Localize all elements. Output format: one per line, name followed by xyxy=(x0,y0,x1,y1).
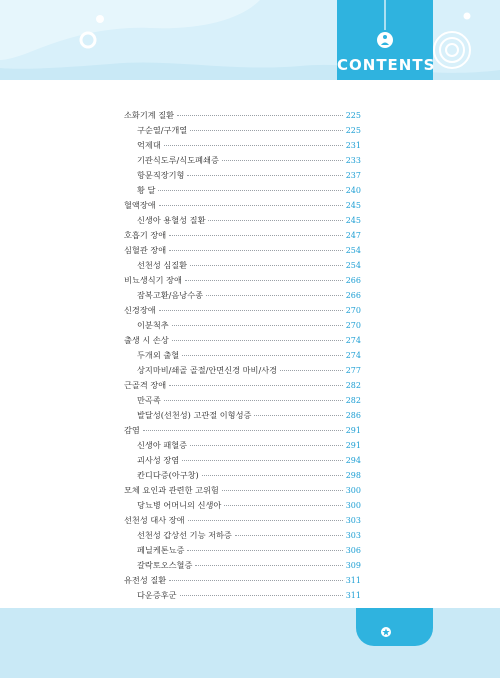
dot-leader xyxy=(187,175,342,176)
toc-subentry[interactable] xyxy=(124,155,361,170)
toc-entry[interactable] xyxy=(124,275,361,290)
dot-leader xyxy=(224,505,342,506)
dot-leader xyxy=(190,265,343,266)
toc-page-number: 309 xyxy=(345,561,361,570)
footer-tab xyxy=(356,608,433,646)
contents-tab xyxy=(337,0,436,80)
toc-subentry[interactable] xyxy=(124,320,361,335)
toc-page-number: 225 xyxy=(345,126,361,135)
toc-subentry[interactable] xyxy=(124,500,361,515)
dot-leader xyxy=(235,535,343,536)
toc-entry-title: 모체 요인과 관련한 고위험 xyxy=(124,485,219,495)
toc-subentry[interactable] xyxy=(124,185,361,200)
dot-leader xyxy=(190,130,343,131)
toc-page-number: 266 xyxy=(345,276,361,285)
toc-entry-title: 억제대 xyxy=(137,140,161,150)
toc-page-number: 282 xyxy=(345,396,361,405)
toc-page-number: 298 xyxy=(345,471,361,480)
toc-page-number: 245 xyxy=(345,201,361,210)
contents-title: CONTENTS xyxy=(337,56,436,74)
toc-page-number: 300 xyxy=(345,486,361,495)
toc-entry-title: 신경장애 xyxy=(124,305,156,315)
star-icon xyxy=(381,627,391,637)
toc-entry-title: 당뇨병 어머니의 신생아 xyxy=(137,500,222,510)
toc-entry-title: 갈락토오스혈증 xyxy=(137,560,193,570)
bubble-icon xyxy=(94,10,106,29)
toc-subentry[interactable] xyxy=(124,395,361,410)
dot-leader xyxy=(159,205,343,206)
dot-leader xyxy=(169,580,343,581)
toc-entry-title: 선천성 대사 장애 xyxy=(124,515,185,525)
toc-entry-title: 잠복고환/음낭수종 xyxy=(137,290,204,300)
dot-leader xyxy=(182,460,343,461)
toc-entry-title: 근골격 장애 xyxy=(124,380,167,390)
toc-entry-title: 항문직장기형 xyxy=(137,170,185,180)
toc-subentry[interactable] xyxy=(124,590,361,605)
dot-leader xyxy=(208,220,342,221)
dot-leader xyxy=(254,415,342,416)
dot-leader xyxy=(187,550,342,551)
toc-subentry[interactable] xyxy=(124,470,361,485)
toc-entry-title: 두개외 출혈 xyxy=(137,350,180,360)
dot-leader xyxy=(190,445,343,446)
toc-entry-title: 호흡기 장애 xyxy=(124,230,167,240)
toc-list xyxy=(124,110,361,605)
toc-subentry[interactable] xyxy=(124,455,361,470)
toc-entry-title: 감염 xyxy=(124,425,140,435)
toc-page-number: 254 xyxy=(345,261,361,270)
dot-leader xyxy=(222,160,343,161)
toc-page-number: 266 xyxy=(345,291,361,300)
toc-entry-title: 페닐케톤뇨증 xyxy=(137,545,185,555)
toc-entry[interactable] xyxy=(124,245,361,260)
toc-page-number: 303 xyxy=(345,531,361,540)
toc-subentry[interactable] xyxy=(124,350,361,365)
person-icon xyxy=(375,0,395,56)
toc-entry[interactable] xyxy=(124,305,361,320)
dot-leader xyxy=(158,190,342,191)
toc-entry-title: 선천성 심질환 xyxy=(137,260,188,270)
dot-leader xyxy=(172,340,343,341)
toc-entry-title: 상지마비/쇄골 골절/안면신경 마비/사경 xyxy=(137,365,278,375)
dot-leader xyxy=(164,145,343,146)
dot-leader xyxy=(169,235,343,236)
toc-entry-title: 출생 시 손상 xyxy=(124,335,169,345)
toc-entry[interactable] xyxy=(124,230,361,245)
toc-entry-title: 괴사성 장염 xyxy=(137,455,180,465)
toc-page-number: 247 xyxy=(345,231,361,240)
toc-subentry[interactable] xyxy=(124,215,361,230)
dot-leader xyxy=(177,115,343,116)
dot-leader xyxy=(143,430,343,431)
toc-page-number: 274 xyxy=(345,351,361,360)
toc-entry[interactable] xyxy=(124,110,361,125)
toc-entry[interactable] xyxy=(124,380,361,395)
toc-subentry[interactable] xyxy=(124,440,361,455)
toc-subentry[interactable] xyxy=(124,410,361,425)
toc-entry-title: 발달성(선천성) 고관절 이형성증 xyxy=(137,410,252,420)
toc-entry-title: 신생아 용혈성 질환 xyxy=(137,215,206,225)
toc-entry-title: 기관식도루/식도폐쇄증 xyxy=(137,155,219,165)
toc-entry-title: 구순열/구개열 xyxy=(137,125,188,135)
toc-entry-title: 이분척추 xyxy=(137,320,169,330)
toc-subentry[interactable] xyxy=(124,170,361,185)
toc-page-number: 270 xyxy=(345,306,361,315)
dot-leader xyxy=(202,475,343,476)
toc-page-number: 303 xyxy=(345,516,361,525)
toc-page-number: 254 xyxy=(345,246,361,255)
toc-page-number: 291 xyxy=(345,426,361,435)
dot-leader xyxy=(169,250,343,251)
toc-page-number: 233 xyxy=(345,156,361,165)
toc-page-number: 300 xyxy=(345,501,361,510)
toc-entry[interactable] xyxy=(124,425,361,440)
toc-entry[interactable] xyxy=(124,515,361,530)
toc-entry-title: 유전성 질환 xyxy=(124,575,167,585)
toc-subentry[interactable] xyxy=(124,530,361,545)
toc-page-number: 240 xyxy=(345,186,361,195)
dot-leader xyxy=(206,295,343,296)
toc-subentry[interactable] xyxy=(124,545,361,560)
toc-entry-title: 혈액장애 xyxy=(124,200,156,210)
dot-leader xyxy=(185,280,343,281)
toc-page-number: 225 xyxy=(345,111,361,120)
bubble-icon xyxy=(462,6,472,25)
toc-page-number: 311 xyxy=(345,591,361,600)
concentric-rings-icon xyxy=(430,28,474,76)
toc-entry-title: 신생아 패혈증 xyxy=(137,440,188,450)
toc-page-number: 231 xyxy=(345,141,361,150)
toc-page-number: 270 xyxy=(345,321,361,330)
toc-page-number: 245 xyxy=(345,216,361,225)
toc-page-number: 282 xyxy=(345,381,361,390)
dot-leader xyxy=(188,520,343,521)
toc-subentry[interactable] xyxy=(124,560,361,575)
dot-leader xyxy=(172,325,343,326)
toc-page-number: 237 xyxy=(345,171,361,180)
dot-leader xyxy=(164,400,343,401)
toc-entry-title: 칸디다증(아구창) xyxy=(137,470,199,480)
toc-subentry[interactable] xyxy=(124,125,361,140)
toc-subentry[interactable] xyxy=(124,365,361,380)
toc-entry-title: 다운증후군 xyxy=(137,590,177,600)
toc-entry-title: 소화기계 질환 xyxy=(124,110,175,120)
dot-leader xyxy=(182,355,343,356)
toc-entry[interactable] xyxy=(124,200,361,215)
bubble-icon xyxy=(78,30,98,54)
toc-entry-title: 선천성 갑상선 기능 저하증 xyxy=(137,530,232,540)
dot-leader xyxy=(159,310,343,311)
dot-leader xyxy=(195,565,342,566)
toc-entry[interactable] xyxy=(124,485,361,500)
dot-leader xyxy=(180,595,343,596)
toc-page-number: 286 xyxy=(345,411,361,420)
toc-entry-title: 심혈관 장애 xyxy=(124,245,167,255)
toc-page-number: 306 xyxy=(345,546,361,555)
toc-page-number: 294 xyxy=(345,456,361,465)
toc-entry[interactable] xyxy=(124,335,361,350)
dot-leader xyxy=(169,385,343,386)
dot-leader xyxy=(222,490,343,491)
toc-page-number: 277 xyxy=(345,366,361,375)
dot-leader xyxy=(280,370,343,371)
toc-page-number: 291 xyxy=(345,441,361,450)
toc-entry-title: 비뇨생식기 장애 xyxy=(124,275,182,285)
toc-subentry[interactable] xyxy=(124,140,361,155)
toc-page-number: 274 xyxy=(345,336,361,345)
toc-entry[interactable] xyxy=(124,575,361,590)
toc-entry-title: 만곡족 xyxy=(137,395,161,405)
toc-subentry[interactable] xyxy=(124,260,361,275)
toc-page-number: 311 xyxy=(345,576,361,585)
toc-subentry[interactable] xyxy=(124,290,361,305)
toc-entry-title: 황 달 xyxy=(137,185,156,195)
